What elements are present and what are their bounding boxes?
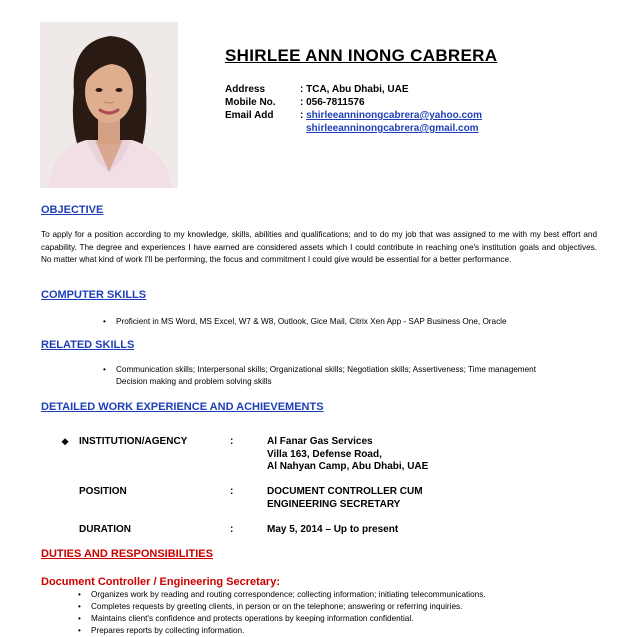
institution-line-1: Al Fanar Gas Services xyxy=(267,436,373,447)
duty-item: • Completes requests by greeting clients, in person or on the telephone; answering or referring inquiries. xyxy=(78,601,462,613)
institution-label: INSTITUTION/AGENCY xyxy=(79,436,188,447)
position-value xyxy=(267,486,423,511)
position-line-1: DOCUMENT CONTROLLER CUM xyxy=(267,486,423,497)
institution-line-3: Al Nahyan Camp, Abu Dhabi, UAE xyxy=(267,461,429,472)
mobile-value: : 056-7811576 xyxy=(300,97,365,108)
duty-item: • Organizes work by reading and routing correspondence; collecting information; initiating telecommunications. xyxy=(78,589,486,601)
position-line-2: ENGINEERING SECRETARY xyxy=(267,498,401,510)
duty-item: • Maintains client's confidence and protects operations by keeping information confidential. xyxy=(78,613,413,625)
objective-heading: OBJECTIVE xyxy=(41,204,104,216)
email-colon: : xyxy=(300,110,307,121)
contact-block xyxy=(225,83,482,135)
position-label: POSITION xyxy=(79,486,127,497)
position-colon: : xyxy=(230,486,234,497)
portrait-image xyxy=(40,22,178,188)
objective-text: To apply for a position according to my knowledge, skills, abilities and qualifications; and to do my job that was assigned to me with my best effort and capability. The degree and experiences I have earned are considered assets which I could contribute in reaching one's institution goals and objectives. No matter what kind of work I'll be performing, the focus and commitment I could give would be essential for a better performance. xyxy=(41,230,597,264)
duration-value: May 5, 2014 – Up to present xyxy=(267,524,399,535)
duty-item: • Prepares reports by collecting information. xyxy=(78,625,244,637)
institution-colon: : xyxy=(230,436,234,447)
computer-skills-heading: COMPUTER SKILLS xyxy=(41,289,147,301)
address-label: Address xyxy=(225,84,266,95)
address-value: : TCA, Abu Dhabi, UAE xyxy=(300,84,409,95)
duration-label: DURATION xyxy=(79,524,132,535)
email-row-2 xyxy=(225,122,482,135)
email-link-gmail[interactable]: shirleeanninongcabrera@gmail.com xyxy=(306,123,479,134)
related-skills-line-1: • Communication skills; Interpersonal skills; Organizational skills; Negotiation skills; Assertiveness; Time management xyxy=(116,365,537,374)
diamond-bullet-icon: ❖ xyxy=(61,437,70,447)
mobile-label: Mobile No. xyxy=(225,97,276,108)
duties-heading: DUTIES AND RESPONSIBILITIES xyxy=(41,548,213,560)
email-row xyxy=(225,109,482,122)
institution-line-2: Villa 163, Defense Road, xyxy=(267,448,382,460)
experience-heading: DETAILED WORK EXPERIENCE AND ACHIEVEMENTS xyxy=(41,401,324,413)
candidate-name: SHIRLEE ANN INONG CABRERA xyxy=(225,46,498,65)
duration-colon: : xyxy=(230,524,234,535)
related-skills-item xyxy=(103,364,616,387)
email-label: Email Add xyxy=(225,110,274,121)
institution-value xyxy=(267,436,428,474)
related-skills-line-2: Decision making and problem solving skills xyxy=(116,376,272,386)
email-link-yahoo[interactable]: shirleeanninongcabrera@yahoo.com xyxy=(306,110,483,121)
related-skills-heading: RELATED SKILLS xyxy=(41,339,135,351)
mobile-row xyxy=(225,96,482,109)
computer-skills-item: • Proficient in MS Word, MS Excel, W7 & W8, Outlook, Gice Mail, Citrix Xen App - SAP Business One, Oracle xyxy=(103,316,616,328)
profile-photo xyxy=(40,22,178,188)
address-row xyxy=(225,83,482,96)
duties-subheading: Document Controller / Engineering Secretary: xyxy=(41,576,280,588)
